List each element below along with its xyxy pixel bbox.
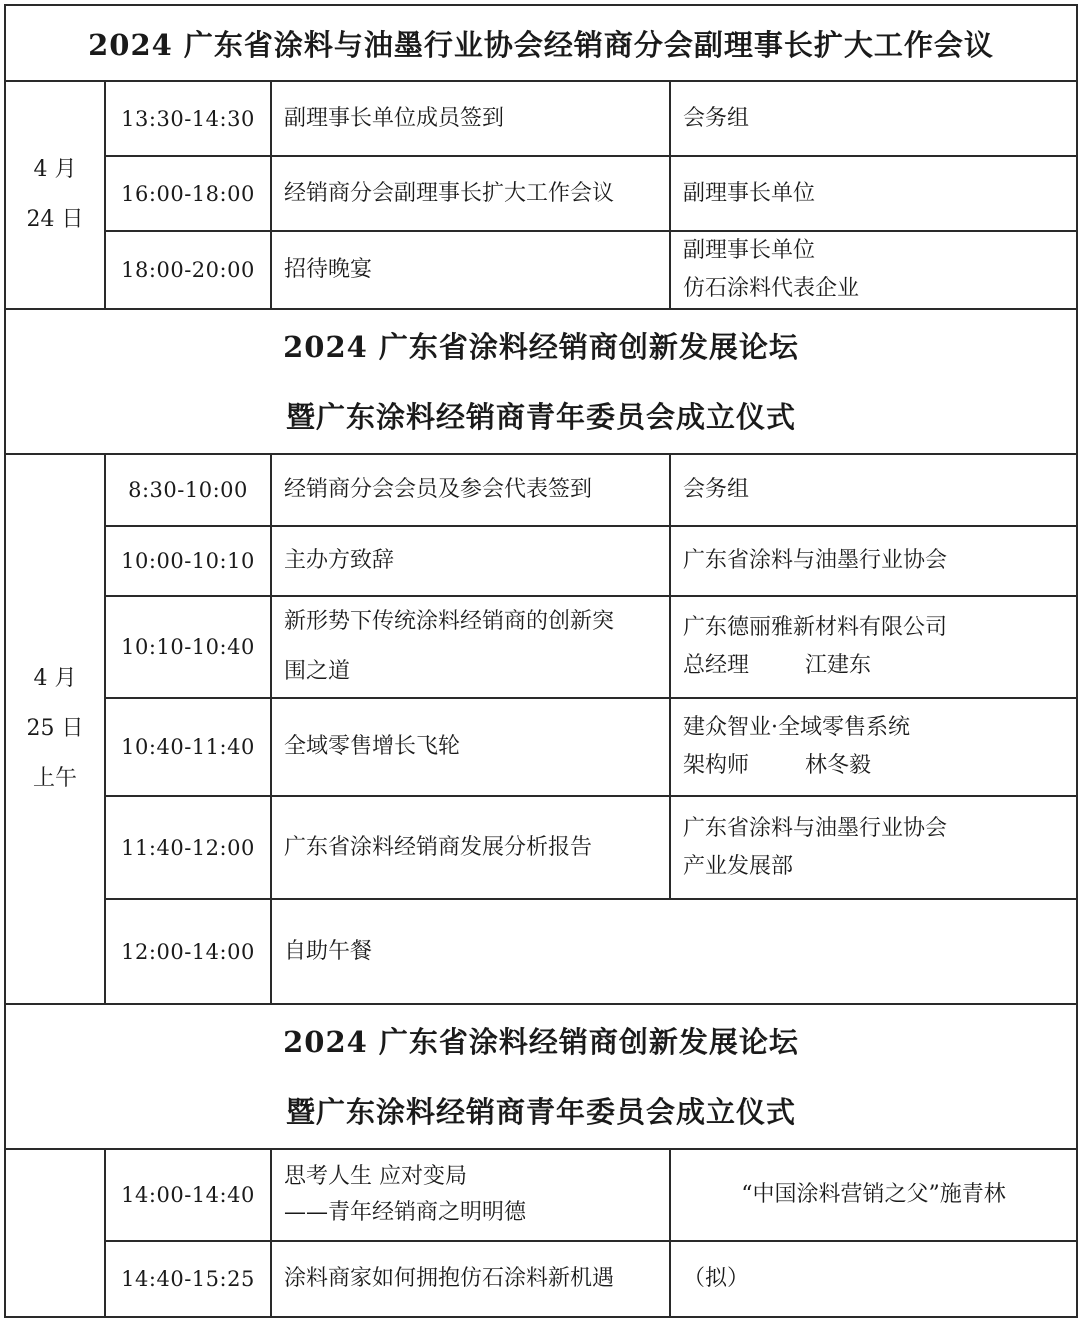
responsible-line: 产业发展部: [683, 853, 794, 879]
responsible-line: “中国涂料营销之父”施青林: [741, 1182, 1006, 1207]
responsible-cell: [670, 526, 1077, 596]
section2-subtitle-line: 暨广东涂料经销商青年委员会成立仪式: [285, 399, 796, 434]
item-cell: [271, 796, 670, 899]
item-cell: [271, 698, 670, 796]
time-cell: 12:00-14:00: [105, 899, 271, 1004]
time-cell: 18:00-20:00: [105, 231, 271, 309]
section1-title-row: [5, 5, 1077, 81]
time-cell: 10:10-10:40: [105, 596, 271, 698]
section2-title-line: 2024 广东省涂料经销商创新发展论坛: [283, 329, 799, 364]
date-month: 4 月: [33, 666, 77, 691]
item-line: 全域零售增长飞轮: [284, 734, 461, 759]
section1-title: [5, 5, 1077, 81]
date-day: 25 日: [26, 716, 84, 741]
item-cell: [271, 526, 670, 596]
responsible-line: 广东省涂料与油墨行业协会: [683, 548, 948, 573]
responsible-cell: [670, 596, 1077, 698]
responsible-line: 副理事长单位: [683, 238, 816, 263]
table-row: [5, 698, 1077, 796]
item-cell: [271, 1241, 670, 1317]
table-row: [5, 231, 1077, 309]
item-cell: [271, 1149, 670, 1241]
table-row: [5, 899, 1077, 1004]
responsible-cell: [670, 698, 1077, 796]
responsible-line: （拟）: [683, 1266, 750, 1291]
item-line: 经销商分会会员及参会代表签到: [284, 477, 593, 502]
item-cell: [271, 454, 670, 526]
section2-title-row: [5, 309, 1077, 454]
item-cell: [271, 596, 670, 698]
section3-title-row: [5, 1004, 1077, 1149]
responsible-cell: [670, 1149, 1077, 1241]
item-line: 广东省涂料经销商发展分析报告: [284, 834, 593, 860]
section2-date: [5, 454, 105, 1004]
section1-title-text: 2024 广东省涂料与油墨行业协会经销商分会副理事长扩大工作会议: [88, 27, 994, 62]
section3-title: [5, 1004, 1077, 1149]
time-cell: 10:40-11:40: [105, 698, 271, 796]
responsible-line: 会务组: [683, 477, 750, 502]
responsible-line: 广东德丽雅新材料有限公司: [683, 615, 948, 640]
section3-subtitle-line: 暨广东涂料经销商青年委员会成立仪式: [285, 1094, 796, 1129]
table-row: [5, 596, 1077, 698]
item-cell: [271, 899, 1077, 1004]
item-line: ——青年经销商之明明德: [284, 1200, 527, 1225]
responsible-cell: [670, 454, 1077, 526]
item-line: 新形势下传统涂料经销商的创新突: [284, 609, 615, 634]
time-cell: 11:40-12:00: [105, 796, 271, 899]
item-cell: 招待晚宴: [271, 231, 670, 309]
responsible-line: 架构师 林冬毅: [683, 753, 871, 778]
section2-title: [5, 309, 1077, 454]
responsible-line: 副理事长单位: [683, 180, 816, 206]
responsible-line: 广东省涂料与油墨行业协会: [683, 815, 948, 841]
date-month: 4 月: [33, 157, 77, 182]
responsible-line: 总经理 江建东: [683, 653, 871, 678]
table-row: [5, 156, 1077, 231]
time-cell: 13:30-14:30: [105, 81, 271, 156]
table-row: [5, 796, 1077, 899]
date-day: 24 日: [26, 207, 84, 232]
table-row: [5, 1149, 1077, 1241]
responsible-line: 会务组: [683, 105, 750, 131]
section1-date: [5, 81, 105, 309]
item-line: 围之道: [284, 659, 351, 684]
item-cell: 副理事长单位成员签到: [271, 81, 670, 156]
table-row: [5, 526, 1077, 596]
item-line: 思考人生 应对变局: [284, 1164, 467, 1189]
time-cell: 8:30-10:00: [105, 454, 271, 526]
agenda-table: [4, 4, 1078, 1318]
item-line: 自助午餐: [284, 938, 373, 964]
responsible-line: 建众智业·全域零售系统: [683, 715, 910, 740]
date-period: 上午: [32, 766, 77, 791]
responsible-cell: [670, 156, 1077, 231]
item-line: 涂料商家如何拥抱仿石涂料新机遇: [284, 1266, 615, 1291]
time-cell: 14:40-15:25: [105, 1241, 271, 1317]
responsible-line: 仿石涂料代表企业: [683, 276, 860, 301]
time-cell: 10:00-10:10: [105, 526, 271, 596]
responsible-cell: [670, 796, 1077, 899]
responsible-cell: [670, 81, 1077, 156]
item-cell: 经销商分会副理事长扩大工作会议: [271, 156, 670, 231]
table-row: [5, 1241, 1077, 1317]
table-row: [5, 81, 1077, 156]
item-line: 主办方致辞: [284, 548, 395, 573]
section3-date: [5, 1149, 105, 1317]
table-row: [5, 454, 1077, 526]
responsible-cell: [670, 1241, 1077, 1317]
section3-title-line: 2024 广东省涂料经销商创新发展论坛: [283, 1024, 799, 1059]
time-cell: 14:00-14:40: [105, 1149, 271, 1241]
time-cell: 16:00-18:00: [105, 156, 271, 231]
responsible-cell: [670, 231, 1077, 309]
